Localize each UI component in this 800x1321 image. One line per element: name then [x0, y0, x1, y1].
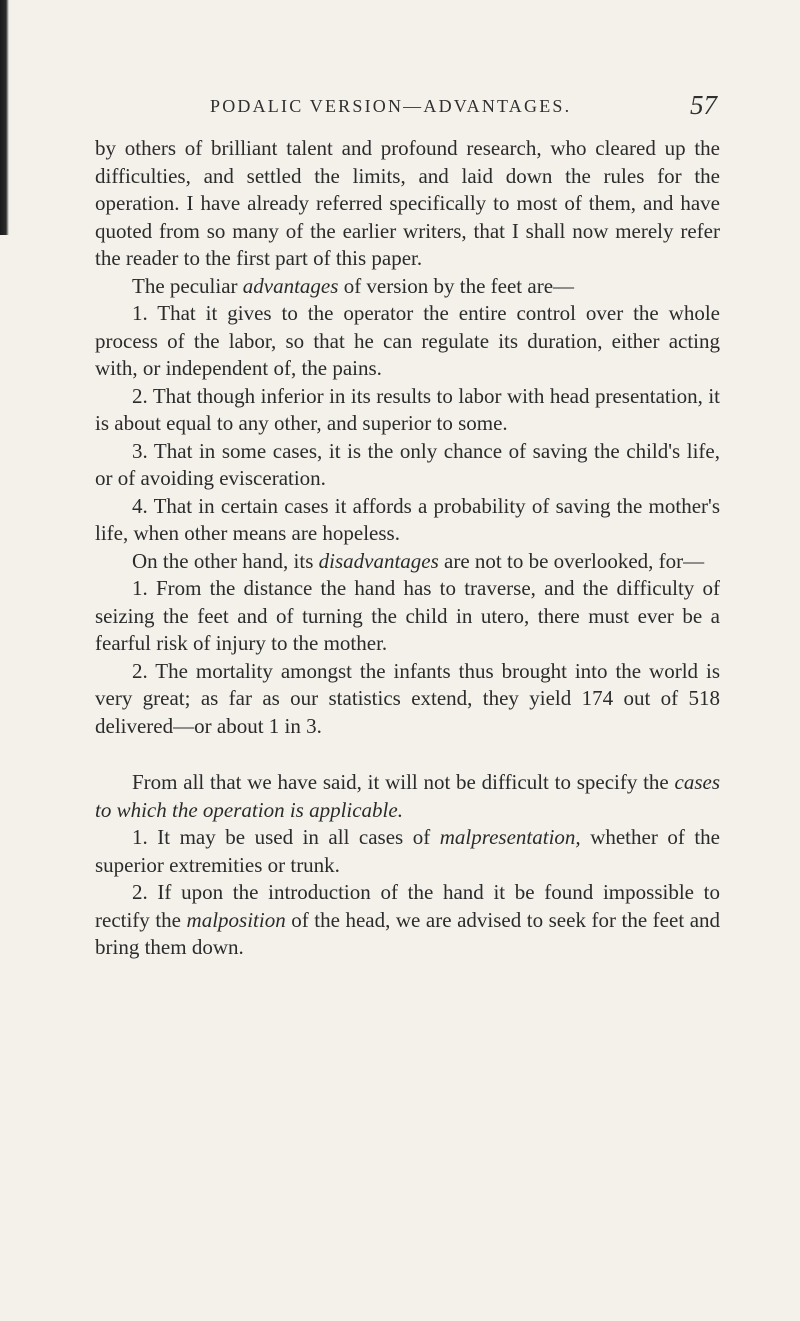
text-span: are not to be overlooked, for—: [438, 548, 705, 573]
advantage-item-1: 1. That it gives to the operator the entire control over the whole process of the labor, so that he can regulate its duration, either acting with, or independent of, the pains.: [95, 301, 720, 380]
running-head: [0, 90, 800, 136]
text-span: of the head, we are advised to seek for the feet and bring them down.: [95, 907, 721, 959]
emphasis-malposition: malposition: [186, 907, 286, 932]
text-span: The peculiar: [132, 273, 243, 298]
text-span: From all that we have said, it will not be difficult to specify the: [132, 770, 675, 794]
emphasis-cases: cases to which the operation is applicable.: [95, 770, 720, 822]
paragraph-disadvantages-intro: [95, 548, 720, 576]
text-span: 2. If upon the introduction of the hand it be found impossible to rectify the: [95, 880, 720, 932]
emphasis-disadvantages: disadvantages: [318, 548, 439, 573]
running-title: PODALIC VERSION—ADVANTAGES.: [210, 96, 572, 116]
paragraph-continuation: by others of brilliant talent and profound research, who cleared up the difficulties, and settled the limits, and laid down the rules for the operation. I have already referred specifically to most of them, and have quoted from so many of the earlier writers, that I shall now merely refer the reader to the first part of this paper.: [95, 136, 720, 270]
text-span: of version by the feet are—: [338, 273, 575, 298]
text-span: On the other hand, its: [132, 548, 319, 573]
emphasis-malpresentation: malpresentation,: [439, 825, 581, 849]
disadvantage-item-2: 2. The mortality amongst the infants thus brought into the world is very great; as far as our statistics extend, they yield 174 out of 518 delivered—or about 1 in 3.: [95, 658, 720, 738]
emphasis-advantages: advantages: [242, 273, 339, 298]
text-span: 1. It may be used in all cases of: [132, 825, 440, 849]
advantage-item-2: 2. That though inferior in its results to labor with head presentation, it is about equal to any other, and superior to some.: [95, 383, 720, 435]
case-item-1: [95, 824, 720, 879]
advantage-item-3: 3. That in some cases, it is the only chance of saving the child's life, or of avoiding evisceration.: [95, 438, 720, 490]
body-text: [95, 135, 720, 962]
page-number: 57: [690, 90, 717, 120]
text-span: whether of the superior extremities or trunk.: [95, 825, 720, 877]
disadvantage-item-1: 1. From the distance the hand has to traverse, and the difficulty of seizing the feet and of turning the child in utero, there must ever be a fearful risk of injury to the mother.: [95, 576, 720, 655]
case-item-2: [95, 879, 720, 962]
advantage-item-4: 4. That in certain cases it affords a probability of saving the mother's life, when other means are hopeless.: [95, 493, 720, 545]
paragraph-advantages-intro: [95, 273, 720, 301]
section-gap: [95, 740, 720, 769]
paragraph-applicable-cases: [95, 769, 720, 824]
